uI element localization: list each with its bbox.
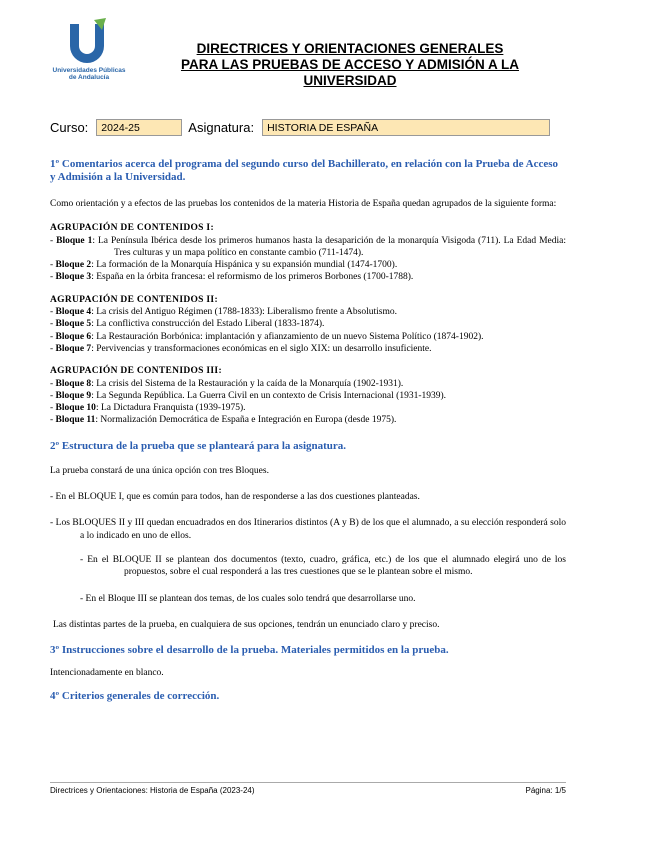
section-2-p6: Las distintas partes de la prueba, en cualquiera de sus opciones, tendrán un enunciado claro y preciso. [53, 619, 440, 630]
universities-logo [46, 18, 132, 92]
bloque-text: : Normalización Democrática de España e Integración en Europa (desde 1975). [95, 415, 397, 426]
curso-field: 2024-25 [96, 119, 182, 136]
bloque-label: Bloque 2 [55, 260, 92, 271]
group-3-list [50, 378, 566, 427]
bloque-text: : España en la órbita francesa: el reformismo de los primeros Borbones (1700-1788). [91, 272, 414, 283]
section-2-title: 2º Estructura de la prueba que se planteará para la asignatura. [50, 439, 347, 452]
section-3-p1: Intencionadamente en blanco. [50, 668, 164, 679]
bloque-item: - Bloque 4: La crisis del Antiguo Régimen (1788-1833): Liberalismo frente a Absolutismo. [50, 307, 397, 318]
asignatura-field: HISTORIA DE ESPAÑA [262, 119, 550, 136]
section-1-title: 1º Comentarios acerca del programa del segundo curso del Bachillerato, en relación con la Prueba de Acceso y Admisión a la Universidad. [50, 158, 559, 183]
bloque-label: Bloque 5 [55, 319, 92, 330]
group-3-title-text: AGRUPACIÓN DE CONTENIDOS III [50, 366, 219, 377]
u-logo-icon [64, 18, 114, 66]
group-1-list [50, 235, 566, 284]
bloque-label: Bloque 1 [56, 235, 93, 246]
bloque-text: : La Península Ibérica desde los primeros humanos hasta la desaparición de la monarquía Visigoda (711). La Edad Media: Tres culturas y un mapa político en constante cambio (711-1474). [92, 235, 566, 258]
group-2-title: AGRUPACIÓN DE CONTENIDOS II: [50, 294, 218, 305]
title-line3: UNIVERSIDAD [303, 73, 397, 88]
section-2-p3: - Los BLOQUES II y III quedan encuadrados en dos Itinerarios distintos (A y B) de los que el alumnado, a su elección responderá solo a lo indicado en uno de ellos. [50, 518, 566, 541]
bloque-item: - Bloque 2: La formación de la Monarquía Hispánica y su expansión mundial (1474-1700). [50, 260, 398, 271]
document-body [50, 158, 566, 703]
bloque-label: Bloque 10 [55, 403, 96, 414]
bloque-item: - Bloque 7: Pervivencias y transformaciones económicas en el siglo XIX: un desarrollo insuficiente. [50, 343, 432, 354]
footer-left: Directrices y Orientaciones: Historia de España (2023-24) [50, 786, 255, 795]
group-2-list [50, 306, 566, 355]
logo-line1: Universidades Públicas [52, 67, 126, 74]
bloque-label: Bloque 11 [55, 415, 96, 426]
group-2-title-text: AGRUPACIÓN DE CONTENIDOS II [50, 294, 215, 305]
bloque-label: Bloque 7 [55, 343, 92, 354]
bloque-text: : La Dictadura Franquista (1939-1975). [95, 403, 246, 414]
bloque-item: - Bloque 10: La Dictadura Franquista (1939-1975). [50, 403, 246, 414]
page-footer [50, 786, 566, 795]
bloque-item: - Bloque 9: La Segunda República. La Guerra Civil en un contexto de Crisis Internacional (1931-1939). [50, 390, 447, 401]
section-1-intro: Como orientación y a efectos de las pruebas los contenidos de la materia Historia de España quedan agrupados de la siguiente forma: [50, 199, 557, 209]
bloque-text: : Pervivencias y transformaciones económicas en el siglo XIX: un desarrollo insuficiente. [91, 343, 432, 354]
subject-row [50, 118, 550, 136]
bloque-item: - Bloque 8: La crisis del Sistema de la Restauración y la caída de la Monarquía (1902-1931). [50, 378, 404, 389]
group-1-title-text: AGRUPACIÓN DE CONTENIDOS I [50, 223, 211, 234]
bloque-text: : La formación de la Monarquía Hispánica y su expansión mundial (1474-1700). [91, 260, 398, 271]
bloque-item: - Bloque 6: La Restauración Borbónica: implantación y afianzamiento de un nuevo Sistema Político (1874-1902). [50, 331, 484, 342]
logo-caption [46, 67, 132, 81]
bloque-text: : La conflictiva construcción del Estado Liberal (1833-1874). [91, 319, 325, 330]
curso-label: Curso: [50, 119, 89, 135]
bloque-label: Bloque 9 [55, 390, 92, 401]
footer-page: Página: 1/5 [525, 786, 566, 795]
bloque-item: - Bloque 3: España en la órbita francesa: el reformismo de los primeros Borbones (1700-1788). [50, 272, 414, 283]
section-2-p2: - En el BLOQUE I, que es común para todos, han de responderse a las dos cuestiones planteadas. [50, 492, 420, 503]
bloque-label: Bloque 4 [55, 307, 92, 318]
section-2-p1: La prueba constará de una única opción con tres Bloques. [50, 465, 269, 476]
bloque-item: - Bloque 5: La conflictiva construcción del Estado Liberal (1833-1874). [50, 319, 325, 330]
bloque-label: Bloque 6 [55, 331, 92, 342]
section-3-title: 3º Instrucciones sobre el desarrollo de la prueba. Materiales permitidos en la prueba. [50, 644, 449, 657]
page-title [150, 41, 550, 89]
title-line2: PARA LAS PRUEBAS DE ACCESO Y ADMISIÓN A LA [180, 57, 520, 72]
bloque-label: Bloque 8 [55, 378, 92, 389]
section-4-title: 4º Criterios generales de corrección. [50, 690, 220, 703]
asignatura-label: Asignatura: [188, 119, 255, 135]
bloque-text: : La Restauración Borbónica: implantación y afianzamiento de un nuevo Sistema Político (1874-1902). [91, 331, 484, 342]
bloque-item: - Bloque 11: Normalización Democrática de España e Integración en Europa (desde 1975). [50, 415, 397, 426]
bloque-label: Bloque 3 [55, 272, 92, 283]
bloque-text: : La crisis del Sistema de la Restauración y la caída de la Monarquía (1902-1931). [91, 378, 404, 389]
bloque-item: - Bloque 1: La Península Ibérica desde los primeros humanos hasta la desaparición de la monarquía Visigoda (711). La Edad Media: Tres culturas y un mapa político en constante cambio (711-1474). [50, 235, 566, 258]
section-2-p4: - En el BLOQUE II se plantean dos documentos (texto, cuadro, gráfica, etc.) de los que el alumnado elegirá uno de los propuestos, sobre el cual responderá a las tres cuestiones que se le plantean sobre el mismo. [80, 554, 566, 578]
logo-line2: de Andalucía [68, 74, 110, 81]
group-1-title: AGRUPACIÓN DE CONTENIDOS I: [50, 223, 214, 234]
bloque-text: : La Segunda República. La Guerra Civil en un contexto de Crisis Internacional (1931-1939). [91, 390, 447, 401]
group-3-title: AGRUPACIÓN DE CONTENIDOS III: [50, 366, 222, 377]
title-line1: DIRECTRICES Y ORIENTACIONES GENERALES [196, 41, 504, 56]
bloque-text: : La crisis del Antiguo Régimen (1788-1833): Liberalismo frente a Absolutismo. [91, 307, 397, 318]
footer-divider [50, 782, 566, 783]
section-2-p5: - En el Bloque III se plantean dos temas, de los cuales solo tendrá que desarrollarse uno. [80, 593, 416, 604]
